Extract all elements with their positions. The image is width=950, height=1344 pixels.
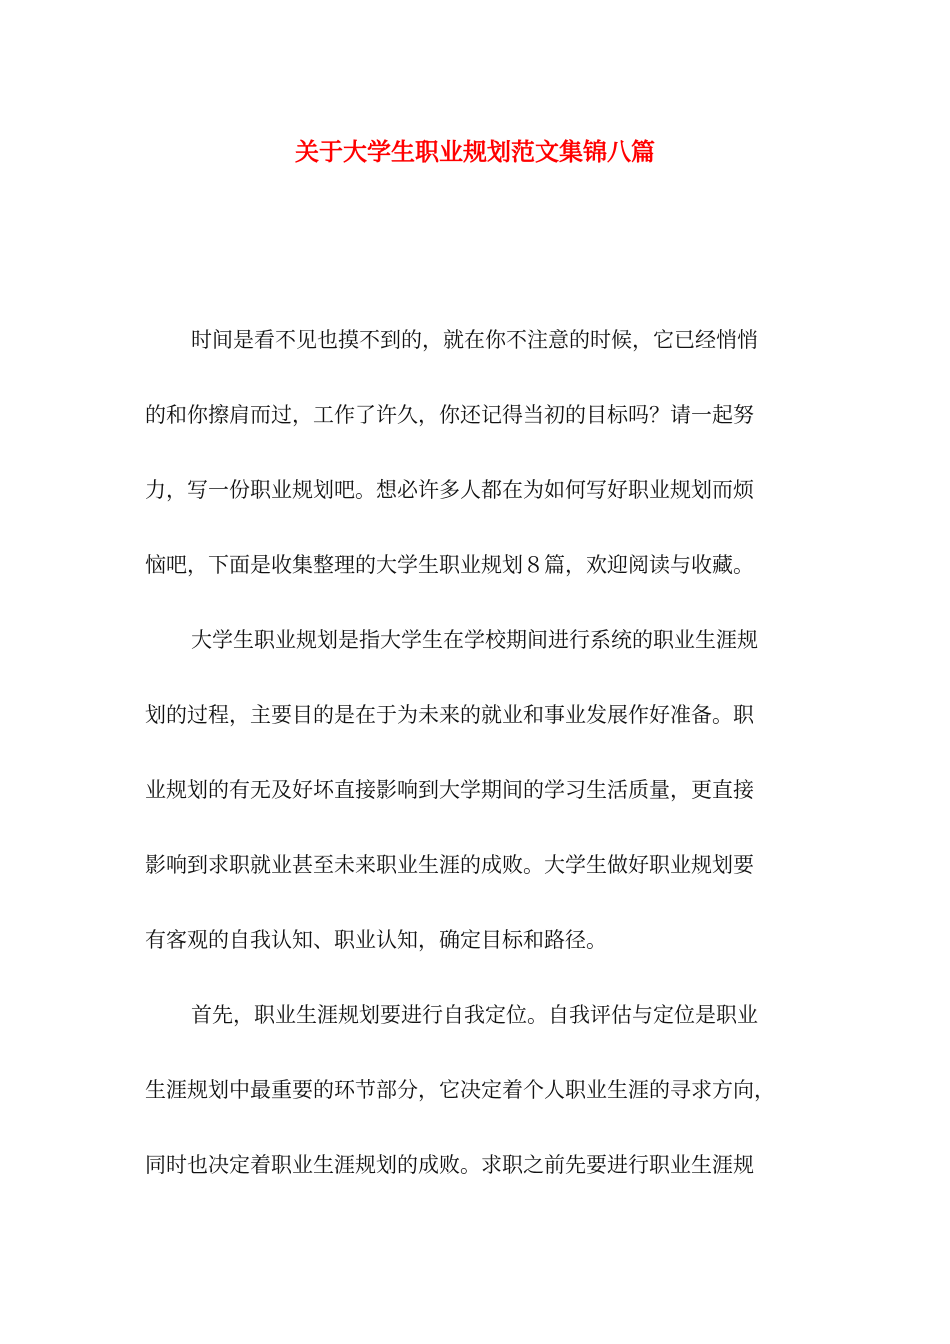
paragraph-line: 影响到求职就业甚至未来职业生涯的成败。大学生做好职业规划要 bbox=[145, 853, 754, 877]
paragraph-line: 首先，职业生涯规划要进行自我定位。自我评估与定位是职业 bbox=[191, 1003, 758, 1027]
document-title: 关于大学生职业规划范文集锦八篇 bbox=[295, 137, 655, 166]
paragraph-line: 恼吧，下面是收集整理的大学生职业规划８篇，欢迎阅读与收藏。 bbox=[145, 553, 754, 577]
paragraph-line: 划的过程，主要目的是在于为未来的就业和事业发展作好准备。职 bbox=[145, 703, 754, 727]
paragraph-line: 大学生职业规划是指大学生在学校期间进行系统的职业生涯规 bbox=[191, 628, 758, 652]
paragraph-line: 时间是看不见也摸不到的，就在你不注意的时候，它已经悄悄 bbox=[191, 328, 758, 352]
document-body bbox=[145, 322, 815, 1222]
paragraph-3 bbox=[145, 997, 815, 1222]
paragraph-line: 业规划的有无及好坏直接影响到大学期间的学习生活质量，更直接 bbox=[145, 778, 754, 802]
paragraph-line: 有客观的自我认知、职业认知，确定目标和路径。 bbox=[145, 928, 607, 952]
paragraph-line: 的和你擦肩而过，工作了许久，你还记得当初的目标吗？请一起努 bbox=[145, 403, 754, 427]
paragraph-line: 力，写一份职业规划吧。想必许多人都在为如何写好职业规划而烦 bbox=[145, 478, 754, 502]
paragraph-1 bbox=[145, 322, 815, 622]
paragraph-2 bbox=[145, 622, 815, 997]
paragraph-line: 同时也决定着职业生涯规划的成败。求职之前先要进行职业生涯规 bbox=[145, 1153, 754, 1177]
paragraph-line: 生涯规划中最重要的环节部分，它决定着个人职业生涯的寻求方向， bbox=[145, 1078, 775, 1102]
